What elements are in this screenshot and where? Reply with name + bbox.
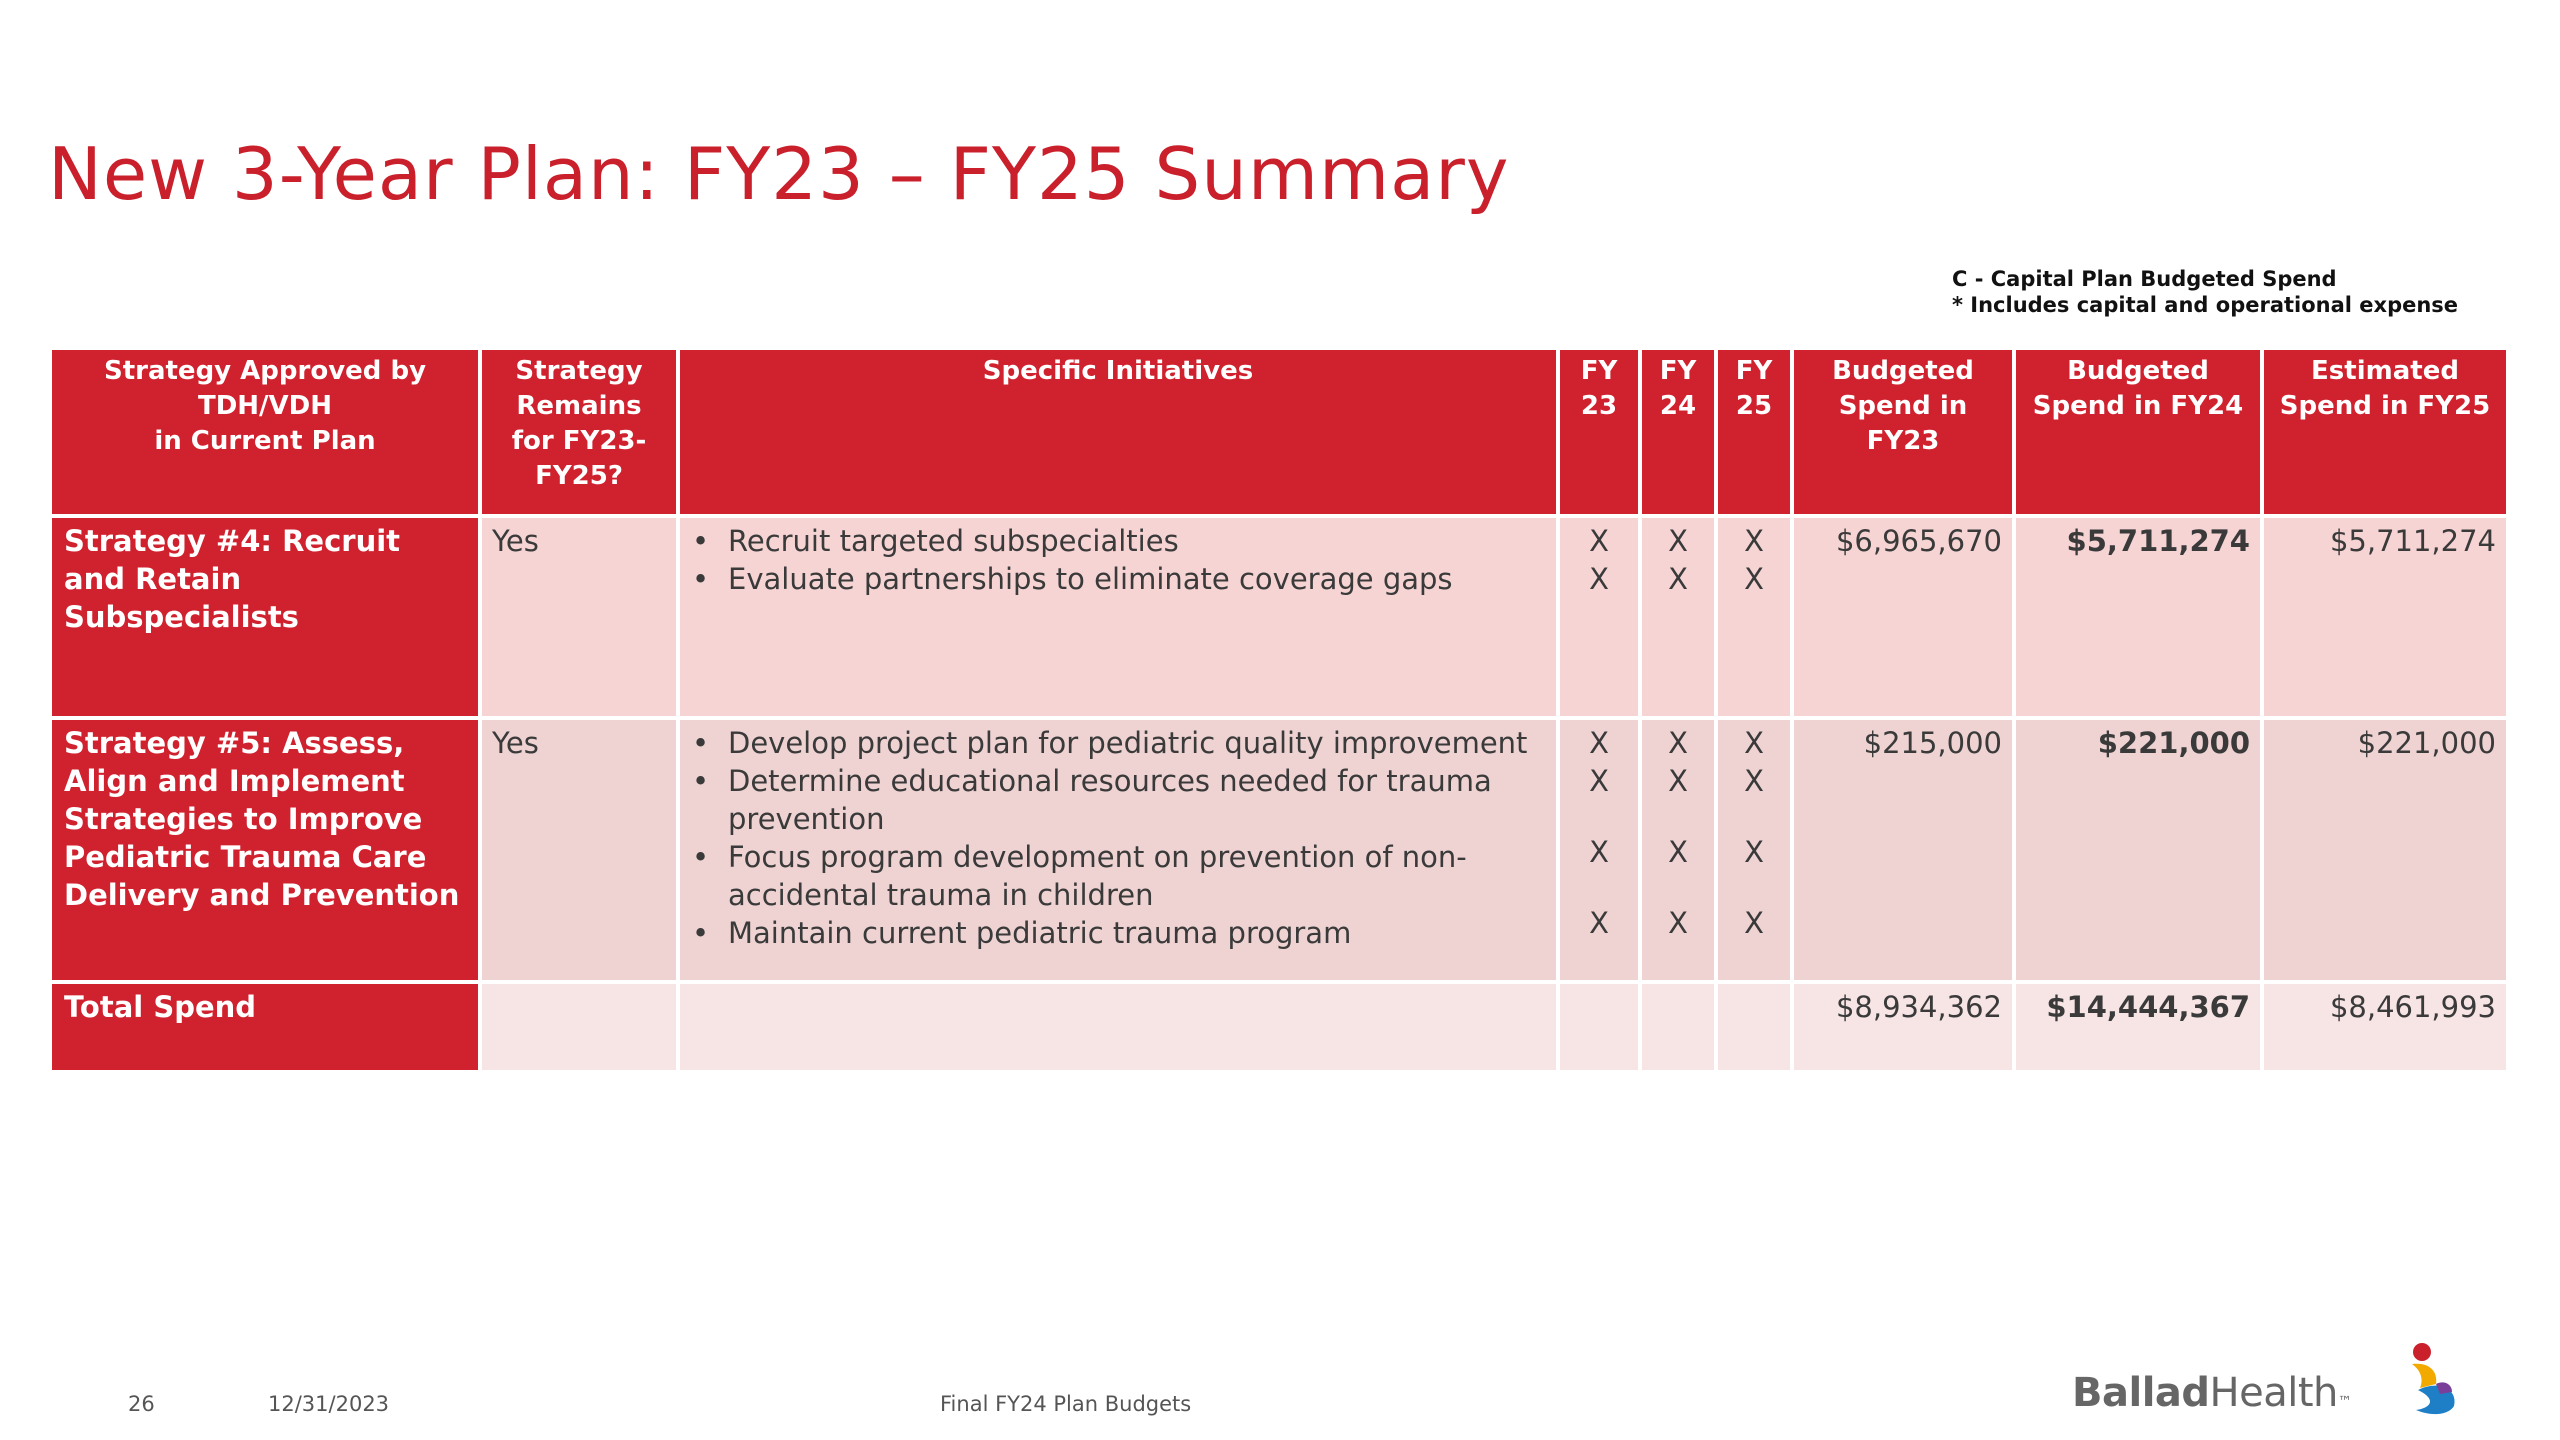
table-row-total <box>50 982 2508 1072</box>
strategy-name: Strategy #4: Recruit and Retain Subspecialists <box>50 516 480 718</box>
fy24-marks <box>1640 516 1716 718</box>
slide-title: New 3-Year Plan: FY23 – FY25 Summary <box>48 132 1510 216</box>
initiatives-list <box>690 724 1546 952</box>
ballad-health-logo <box>2072 1340 2482 1420</box>
page-number: 26 <box>128 1392 155 1416</box>
fy-mark: X <box>1668 726 1688 760</box>
fy-mark: X <box>1668 906 1688 940</box>
plan-summary-table <box>48 346 2510 1074</box>
legend-capital: C - Capital Plan Budgeted Spend <box>1952 267 2337 291</box>
est-fy25-value: $221,000 <box>2262 718 2508 982</box>
strategy-name: Strategy #5: Assess, Align and Implement Strategies to Improve Pediatric Trauma Care Delivery and Prevention <box>50 718 480 982</box>
logo-word-health: Health <box>2209 1370 2338 1416</box>
fy23-marks <box>1558 718 1640 982</box>
fy-mark: X <box>1589 835 1609 869</box>
header-budget-fy24-line: Spend in FY24 <box>2032 391 2244 421</box>
header-remains-line: Remains <box>516 391 642 421</box>
header-remains-line: FY25? <box>535 461 623 491</box>
fy-mark: X <box>1744 906 1764 940</box>
header-budget-fy24-line: Budgeted <box>2067 356 2209 386</box>
budget-fy23-value: $215,000 <box>1792 718 2014 982</box>
header-fy25-line: 25 <box>1735 391 1773 421</box>
budget-fy23-value: $6,965,670 <box>1792 516 2014 718</box>
total-est-fy25: $8,461,993 <box>2262 982 2508 1072</box>
header-fy23-line: 23 <box>1580 391 1618 421</box>
fy-mark: X <box>1589 562 1609 596</box>
table-row-strategy-4 <box>50 516 2508 718</box>
header-fy23 <box>1558 348 1640 516</box>
initiative-item: • Develop project plan for pediatric quality improvement <box>728 724 1546 762</box>
header-est-fy25 <box>2262 348 2508 516</box>
logo-mark-icon <box>2382 1340 2482 1420</box>
fy-mark: X <box>1744 835 1764 869</box>
header-budget-fy23-line: Budgeted <box>1832 356 1974 386</box>
header-row <box>50 348 2508 516</box>
total-empty-cell <box>1716 982 1792 1072</box>
total-empty-cell <box>480 982 678 1072</box>
total-empty-cell <box>1558 982 1640 1072</box>
header-fy25 <box>1716 348 1792 516</box>
initiative-item: • Focus program development on prevention of non-accidental trauma in children <box>728 838 1546 914</box>
fy-mark: X <box>1668 764 1688 798</box>
total-budget-fy24: $14,444,367 <box>2014 982 2262 1072</box>
fy-mark: X <box>1668 524 1688 558</box>
table-row-strategy-5 <box>50 718 2508 982</box>
initiative-item: • Maintain current pediatric trauma program <box>728 914 1546 952</box>
fy-mark: X <box>1744 524 1764 558</box>
total-label: Total Spend <box>50 982 480 1072</box>
logo-mark-yellow <box>2412 1364 2436 1388</box>
footer-date: 12/31/2023 <box>268 1392 390 1416</box>
header-fy24 <box>1640 348 1716 516</box>
fy-mark: X <box>1744 562 1764 596</box>
fy-mark: X <box>1668 562 1688 596</box>
fy-mark: X <box>1589 906 1609 940</box>
header-strategy-line: Strategy Approved by <box>103 356 427 386</box>
header-strategy-line: TDH/VDH <box>197 391 333 421</box>
header-strategy <box>50 348 480 516</box>
fy-mark: X <box>1589 726 1609 760</box>
header-fy23-line: FY <box>1580 356 1618 386</box>
header-fy24-line: 24 <box>1659 391 1697 421</box>
logo-wordmark <box>2072 1370 2351 1416</box>
fy24-marks <box>1640 718 1716 982</box>
header-initiatives: Specific Initiatives <box>678 348 1558 516</box>
fy-mark: X <box>1589 524 1609 558</box>
header-est-fy25-line: Estimated <box>2311 356 2459 386</box>
fy-mark: X <box>1744 764 1764 798</box>
initiatives-cell <box>678 516 1558 718</box>
header-strategy-line: in Current Plan <box>154 426 376 456</box>
header-fy24-line: FY <box>1659 356 1697 386</box>
header-budget-fy24 <box>2014 348 2262 516</box>
fy-mark: X <box>1668 835 1688 869</box>
initiatives-cell <box>678 718 1558 982</box>
header-fy25-line: FY <box>1735 356 1773 386</box>
fy25-marks <box>1716 516 1792 718</box>
budget-fy24-value: $5,711,274 <box>2014 516 2262 718</box>
fy23-marks <box>1558 516 1640 718</box>
header-budget-fy23-line: Spend in <box>1838 391 1968 421</box>
logo-mark-dot <box>2413 1343 2431 1361</box>
legend-includes: * Includes capital and operational expense <box>1952 293 2459 317</box>
total-empty-cell <box>1640 982 1716 1072</box>
fy-mark: X <box>1744 726 1764 760</box>
footer-title: Final FY24 Plan Budgets <box>940 1392 1192 1416</box>
est-fy25-value: $5,711,274 <box>2262 516 2508 718</box>
header-remains-line: Strategy <box>515 356 643 386</box>
header-remains <box>480 348 678 516</box>
total-empty-cell <box>678 982 1558 1072</box>
total-budget-fy23: $8,934,362 <box>1792 982 2014 1072</box>
initiatives-list <box>690 522 1546 598</box>
initiative-item: • Evaluate partnerships to eliminate coverage gaps <box>728 560 1546 598</box>
header-budget-fy23-line: FY23 <box>1866 426 1940 456</box>
header-remains-line: for FY23- <box>511 426 647 456</box>
header-est-fy25-line: Spend in FY25 <box>2279 391 2491 421</box>
budget-fy24-value: $221,000 <box>2014 718 2262 982</box>
legend <box>1952 266 2458 318</box>
strategy-remains: Yes <box>480 516 678 718</box>
header-budget-fy23 <box>1792 348 2014 516</box>
fy-mark: X <box>1589 764 1609 798</box>
logo-word-ballad: Ballad <box>2072 1370 2210 1416</box>
initiative-item: • Recruit targeted subspecialties <box>728 522 1546 560</box>
logo-tm: ™ <box>2337 1394 2352 1410</box>
strategy-remains: Yes <box>480 718 678 982</box>
initiative-item: • Determine educational resources needed for trauma prevention <box>728 762 1546 838</box>
fy25-marks <box>1716 718 1792 982</box>
